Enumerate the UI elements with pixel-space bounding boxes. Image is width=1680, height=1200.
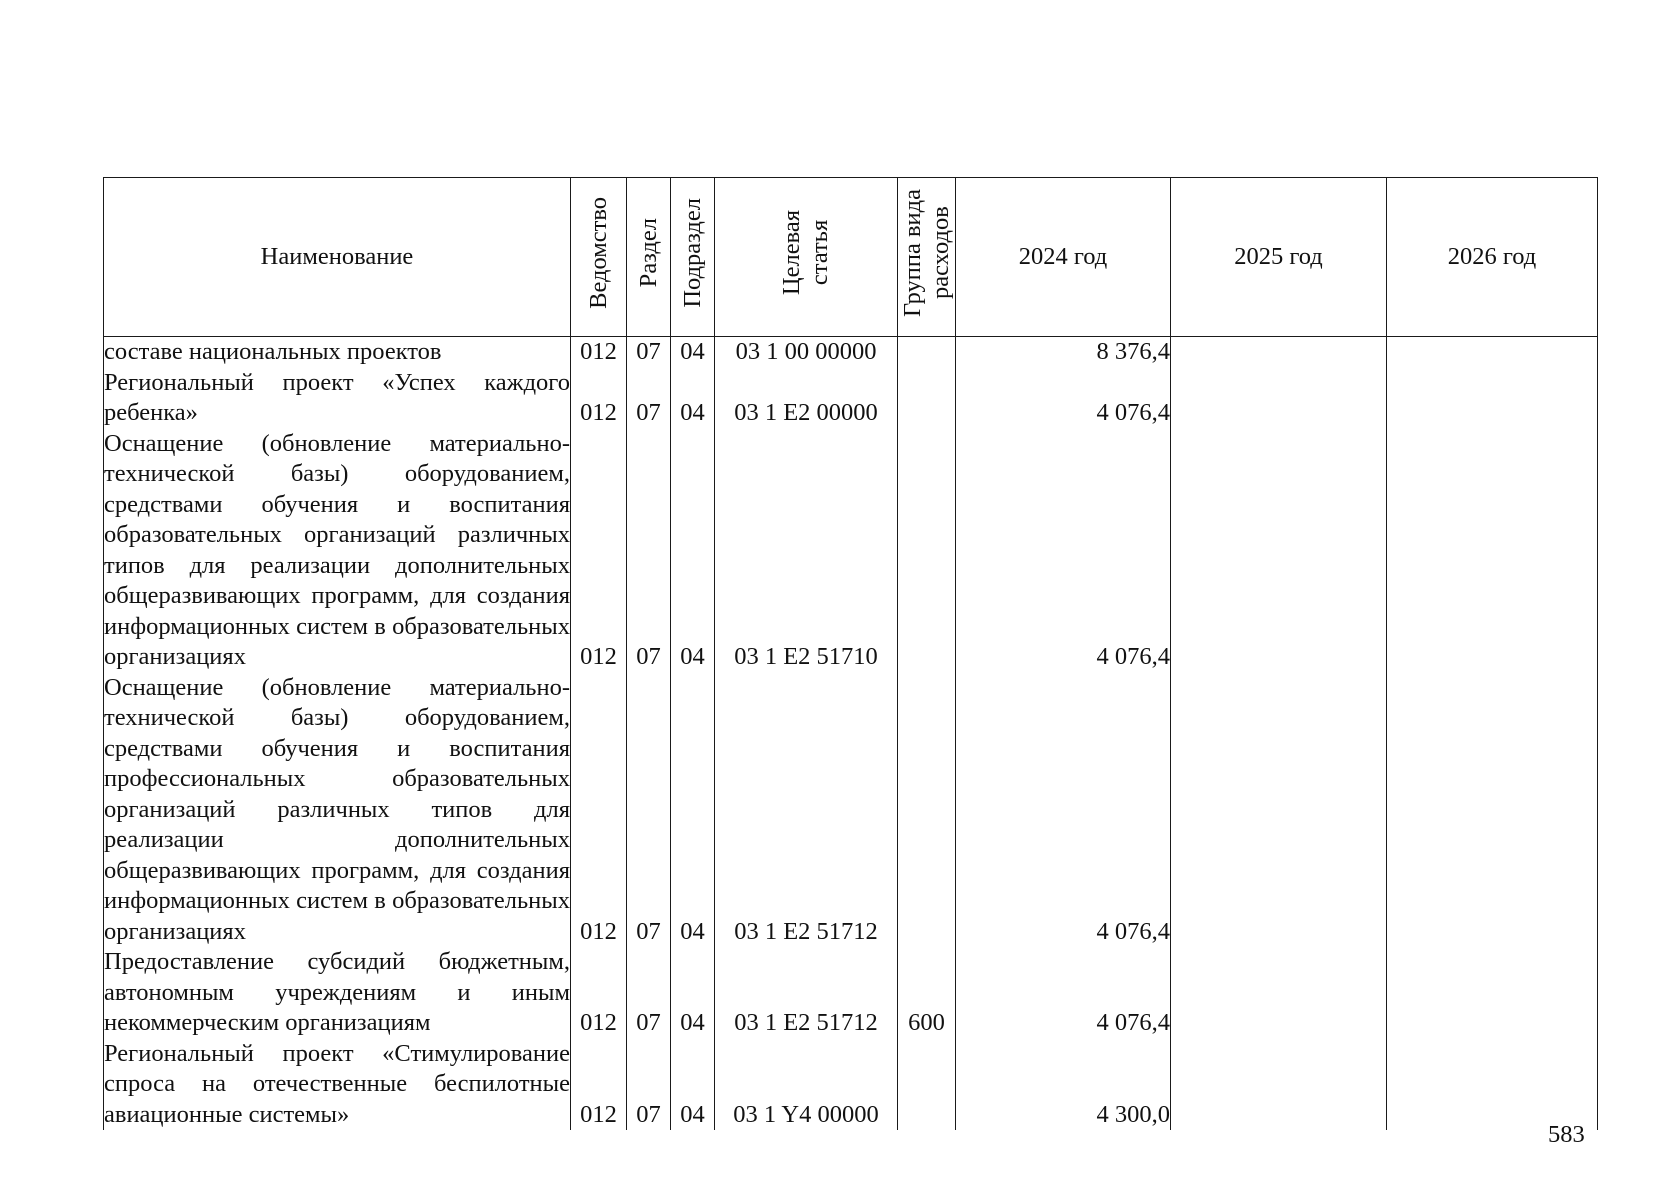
cell-vedomstvo: 012 (571, 947, 627, 1039)
cell-name: Региональный проект «Стимулирование спроса на отечественные беспилотные авиационные системы» (104, 1039, 571, 1131)
table-row (104, 673, 1598, 948)
table-row (104, 947, 1598, 1039)
cell-razdel: 07 (627, 429, 671, 673)
cell-celevaya: 03 1 E2 51710 (715, 429, 898, 673)
header-2024: 2024 год (956, 178, 1171, 337)
cell-2024: 4 076,4 (956, 673, 1171, 948)
table-body (104, 337, 1598, 1131)
header-name: Наименование (104, 178, 571, 337)
header-2025: 2025 год (1171, 178, 1387, 337)
budget-table (103, 177, 1598, 1130)
cell-podrazdel: 04 (671, 1039, 715, 1131)
cell-celevaya: 03 1 E2 00000 (715, 368, 898, 429)
cell-podrazdel: 04 (671, 337, 715, 368)
cell-name: составе национальных проектов (104, 337, 571, 368)
table-row (104, 1039, 1598, 1131)
cell-2024: 4 076,4 (956, 368, 1171, 429)
cell-vedomstvo: 012 (571, 337, 627, 368)
header-razdel: Раздел (627, 178, 671, 337)
cell-celevaya: 03 1 E2 51712 (715, 947, 898, 1039)
cell-vedomstvo: 012 (571, 429, 627, 673)
cell-vedomstvo: 012 (571, 1039, 627, 1131)
cell-razdel: 07 (627, 1039, 671, 1131)
cell-name: Предоставление субсидий бюджетным, автономным учреждениям и иным некоммерческим организациям (104, 947, 571, 1039)
cell-2025 (1171, 1039, 1387, 1131)
header-vedomstvo: Ведомство (571, 178, 627, 337)
cell-2025 (1171, 368, 1387, 429)
table-row (104, 429, 1598, 673)
cell-vedomstvo: 012 (571, 673, 627, 948)
cell-2025 (1171, 337, 1387, 368)
cell-name: Оснащение (обновление материально-технической базы) оборудованием, средствами обучения и воспитания образовательных организаций различных типов для реализации дополнительных общеразвивающих программ, для создания информационных систем в образовательных организациях (104, 429, 571, 673)
cell-2026 (1387, 429, 1598, 673)
cell-2026 (1387, 1039, 1598, 1131)
cell-razdel: 07 (627, 368, 671, 429)
cell-podrazdel: 04 (671, 947, 715, 1039)
header-celevaya-statya: Целевая статья (715, 178, 898, 337)
cell-gruppa (898, 429, 956, 673)
cell-name: Оснащение (обновление материально-технической базы) оборудованием, средствами обучения и воспитания профессиональных образовательных организаций различных типов для реализации дополнительных общеразвивающих программ, для создания информационных систем в образовательных организациях (104, 673, 571, 948)
cell-name: Региональный проект «Успех каждого ребенка» (104, 368, 571, 429)
cell-celevaya: 03 1 00 00000 (715, 337, 898, 368)
cell-gruppa: 600 (898, 947, 956, 1039)
cell-2026 (1387, 947, 1598, 1039)
cell-vedomstvo: 012 (571, 368, 627, 429)
table-row (104, 337, 1598, 368)
cell-celevaya: 03 1 Y4 00000 (715, 1039, 898, 1131)
cell-2024: 8 376,4 (956, 337, 1171, 368)
page-number: 583 (1548, 1121, 1585, 1148)
cell-2026 (1387, 368, 1598, 429)
cell-celevaya: 03 1 E2 51712 (715, 673, 898, 948)
header-2026: 2026 год (1387, 178, 1598, 337)
table-row (104, 368, 1598, 429)
cell-gruppa (898, 337, 956, 368)
header-podrazdel: Подраздел (671, 178, 715, 337)
cell-podrazdel: 04 (671, 368, 715, 429)
cell-2024: 4 076,4 (956, 429, 1171, 673)
cell-2025 (1171, 429, 1387, 673)
cell-podrazdel: 04 (671, 673, 715, 948)
cell-2026 (1387, 673, 1598, 948)
cell-gruppa (898, 1039, 956, 1131)
table-header (104, 178, 1598, 337)
cell-razdel: 07 (627, 673, 671, 948)
cell-2025 (1171, 947, 1387, 1039)
cell-2025 (1171, 673, 1387, 948)
cell-gruppa (898, 673, 956, 948)
cell-podrazdel: 04 (671, 429, 715, 673)
cell-2024: 4 076,4 (956, 947, 1171, 1039)
cell-2026 (1387, 337, 1598, 368)
cell-razdel: 07 (627, 947, 671, 1039)
header-gruppa-vida-rashodov: Группа вида расходов (898, 178, 956, 337)
cell-2024: 4 300,0 (956, 1039, 1171, 1131)
cell-razdel: 07 (627, 337, 671, 368)
cell-gruppa (898, 368, 956, 429)
